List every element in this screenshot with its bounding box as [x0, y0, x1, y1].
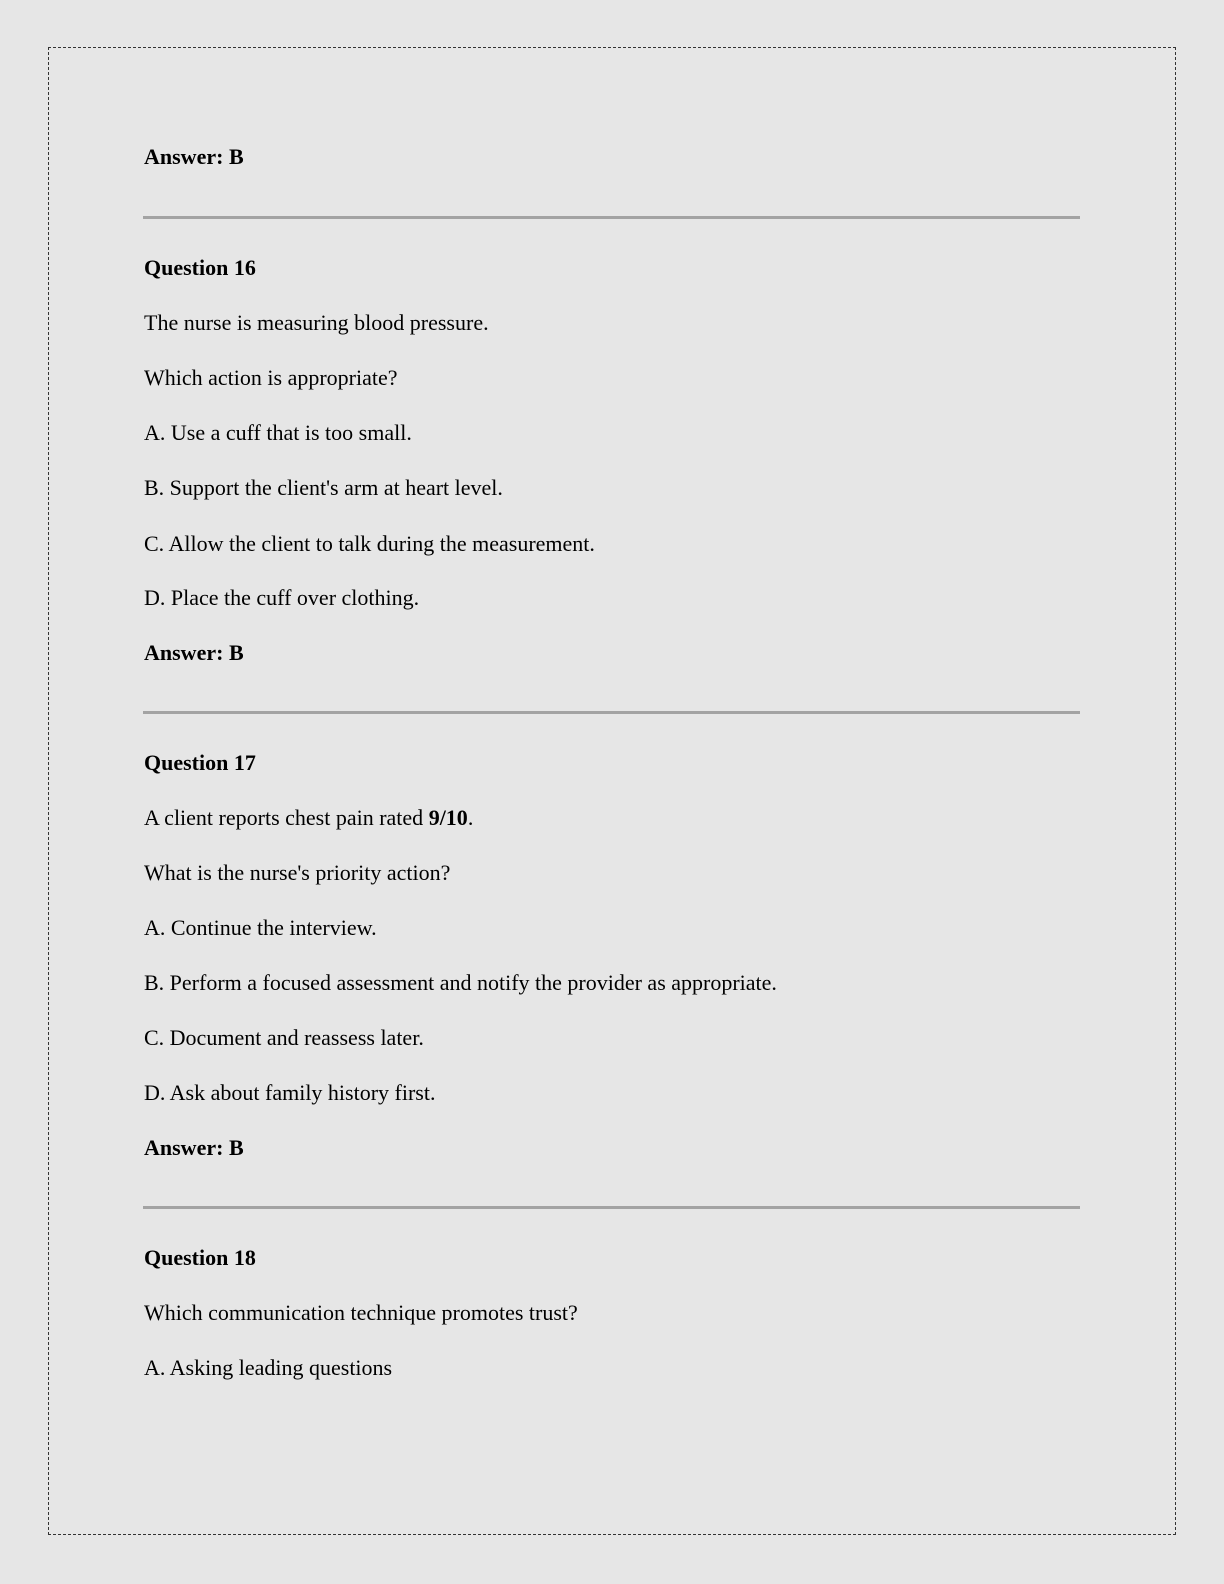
- question-prompt: Which communication technique promotes trust?: [144, 1300, 578, 1325]
- option-b: B. Support the client's arm at heart level.: [144, 475, 503, 500]
- answer-label: Answer:: [144, 144, 224, 169]
- question-prompt: What is the nurse's priority action?: [144, 860, 451, 885]
- option-c: C. Document and reassess later.: [144, 1025, 424, 1050]
- stem-text: A client reports chest pain rated: [144, 805, 429, 830]
- option-a: A. Asking leading questions: [144, 1355, 393, 1380]
- answer-value: B: [228, 144, 244, 169]
- answer-line: [144, 1135, 244, 1161]
- option-b: B. Perform a focused assessment and notify the provider as appropriate.: [144, 970, 777, 995]
- option-a: A. Continue the interview.: [144, 915, 377, 940]
- question-stem: The nurse is measuring blood pressure.: [144, 310, 489, 335]
- question-heading: Question 17: [144, 750, 256, 775]
- answer-label: Answer:: [144, 1135, 224, 1160]
- section-divider: [143, 1206, 1080, 1209]
- section-divider: [143, 711, 1080, 714]
- question-heading: Question 18: [144, 1245, 256, 1270]
- stem-period: .: [467, 805, 474, 830]
- option-d: D. Place the cuff over clothing.: [144, 585, 420, 610]
- section-divider: [143, 216, 1080, 219]
- answer-value: B: [228, 1135, 244, 1160]
- option-d: D. Ask about family history first.: [144, 1080, 436, 1105]
- answer-line: [144, 144, 244, 170]
- question-heading: Question 16: [144, 255, 256, 280]
- pain-rating: 9/10: [428, 805, 468, 830]
- answer-line: [144, 640, 244, 666]
- option-c: C. Allow the client to talk during the measurement.: [144, 531, 595, 556]
- question-stem: [144, 805, 473, 831]
- answer-value: B: [228, 640, 244, 665]
- answer-label: Answer:: [144, 640, 224, 665]
- option-a: A. Use a cuff that is too small.: [144, 420, 412, 445]
- question-prompt: Which action is appropriate?: [144, 365, 398, 390]
